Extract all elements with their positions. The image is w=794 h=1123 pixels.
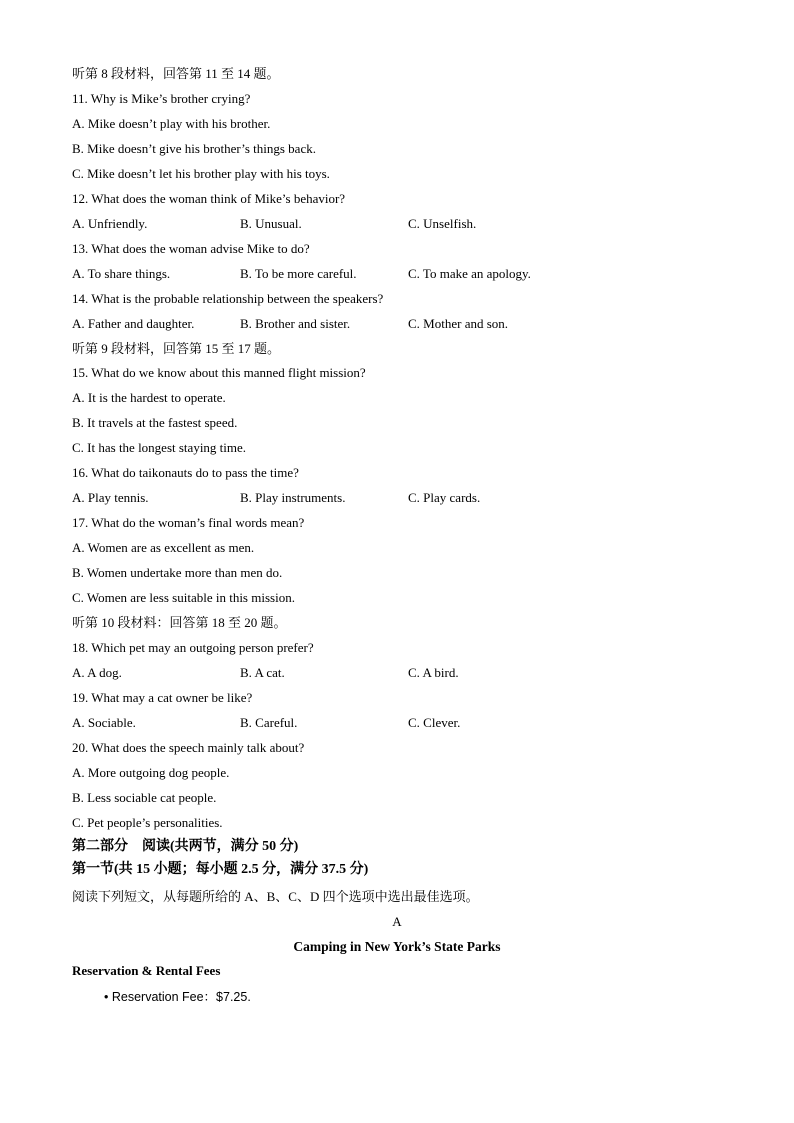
q16-option-c: C. Play cards. — [408, 490, 481, 505]
q11-option-b: B. Mike doesn’t give his brother’s things back. — [72, 141, 316, 156]
question-14: 14. What is the probable relationship between the speakers? — [72, 291, 384, 306]
question-20: 20. What does the speech mainly talk about? — [72, 740, 305, 755]
section-8-heading: 听第 8 段材料，回答第 11 至 14 题。 — [72, 66, 280, 81]
q20-option-c: C. Pet people’s personalities. — [72, 815, 223, 830]
question-18: 18. Which pet may an outgoing person prefer? — [72, 640, 314, 655]
q14-option-a: A. Father and daughter. — [72, 316, 195, 331]
q13-option-a: A. To share things. — [72, 266, 171, 281]
question-13: 13. What does the woman advise Mike to do? — [72, 241, 310, 256]
q19-option-b: B. Careful. — [240, 715, 298, 730]
list-item: • Reservation Fee：$7.25. — [104, 990, 251, 1004]
q16-option-b: B. Play instruments. — [240, 490, 346, 505]
q16-option-a: A. Play tennis. — [72, 490, 149, 505]
q20-option-a: A. More outgoing dog people. — [72, 765, 230, 780]
q14-option-b: B. Brother and sister. — [240, 316, 351, 331]
passage-title: Camping in New York’s State Parks — [293, 939, 501, 954]
question-12: 12. What does the woman think of Mike’s behavior? — [72, 191, 346, 206]
q12-option-c: C. Unselfish. — [408, 216, 477, 231]
q19-option-a: A. Sociable. — [72, 715, 136, 730]
part-2-section-1-title: 第一节(共 15 小题；每小题 2.5 分，满分 37.5 分) — [72, 862, 369, 877]
q18-option-c: C. A bird. — [408, 665, 459, 680]
question-17: 17. What do the woman’s final words mean? — [72, 515, 305, 530]
section-9-heading: 听第 9 段材料，回答第 15 至 17 题。 — [72, 341, 281, 356]
q11-option-a: A. Mike doesn’t play with his brother. — [72, 116, 271, 131]
q15-option-c: C. It has the longest staying time. — [72, 440, 247, 455]
q18-option-b: B. A cat. — [240, 665, 285, 680]
part-2-title: 第二部分 阅读(共两节，满分 50 分) — [72, 839, 299, 854]
q15-option-a: A. It is the hardest to operate. — [72, 390, 226, 405]
q17-option-b: B. Women undertake more than men do. — [72, 565, 283, 580]
question-15: 15. What do we know about this manned flight mission? — [72, 365, 366, 380]
q17-option-a: A. Women are as excellent as men. — [72, 540, 255, 555]
section-10-heading: 听第 10 段材料：回答第 18 至 20 题。 — [72, 615, 287, 630]
q12-option-b: B. Unusual. — [240, 216, 302, 231]
question-16: 16. What do taikonauts do to pass the time? — [72, 465, 299, 480]
q17-option-c: C. Women are less suitable in this mission. — [72, 590, 295, 605]
q13-option-c: C. To make an apology. — [408, 266, 531, 281]
q12-option-a: A. Unfriendly. — [72, 216, 148, 231]
q20-option-b: B. Less sociable cat people. — [72, 790, 217, 805]
question-11: 11. Why is Mike’s brother crying? — [72, 91, 251, 106]
q11-option-c: C. Mike doesn’t let his brother play with his toys. — [72, 166, 330, 181]
q15-option-b: B. It travels at the fastest speed. — [72, 415, 238, 430]
question-19: 19. What may a cat owner be like? — [72, 690, 253, 705]
q19-option-c: C. Clever. — [408, 715, 461, 730]
reading-instruction: 阅读下列短文，从每题所给的 A、B、C、D 四个选项中选出最佳选项。 — [72, 889, 479, 904]
passage-subheading: Reservation & Rental Fees — [72, 963, 221, 978]
q14-option-c: C. Mother and son. — [408, 316, 509, 331]
passage-letter: A — [392, 914, 402, 929]
q18-option-a: A. A dog. — [72, 665, 122, 680]
q13-option-b: B. To be more careful. — [240, 266, 357, 281]
